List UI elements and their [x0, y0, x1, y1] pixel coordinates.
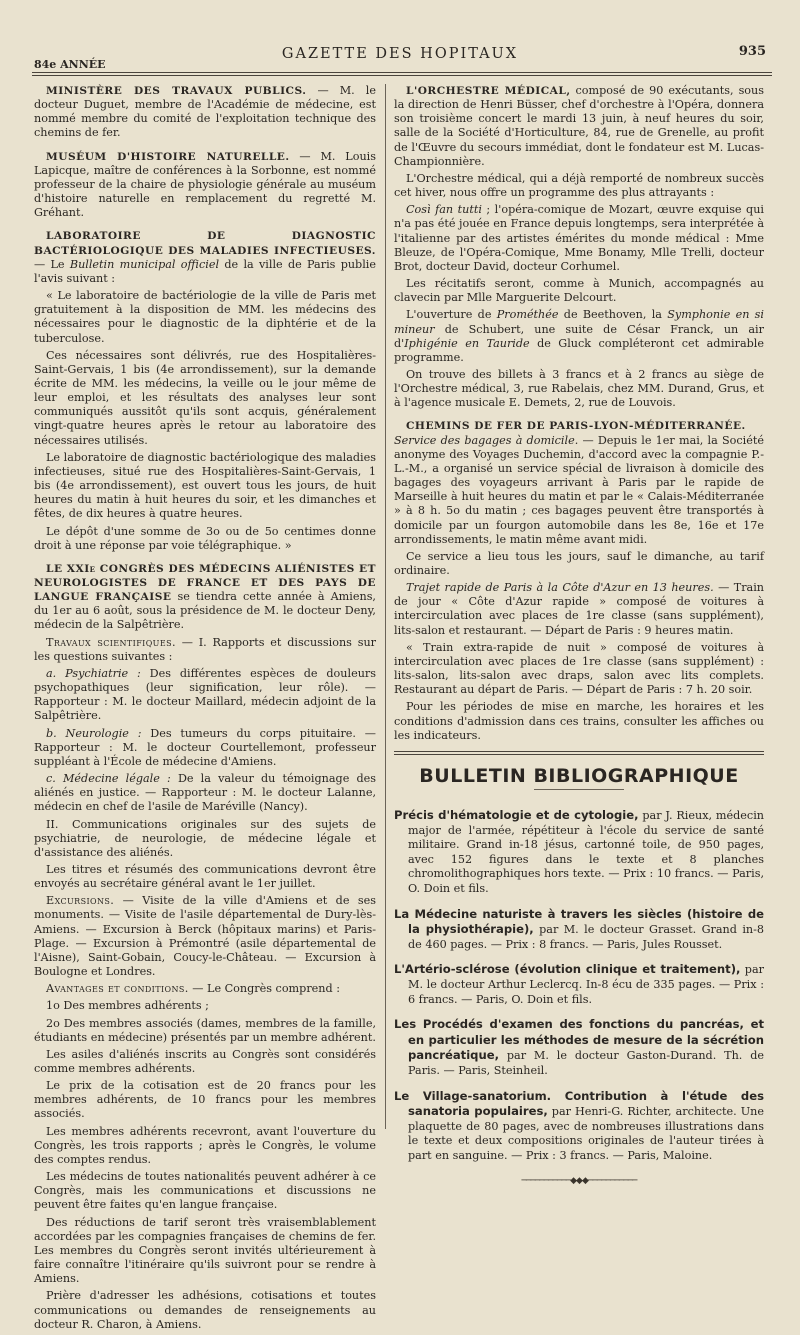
item-text: se tiendra cette année à Amiens, du 1er au 6 août, sous la présidence de M. le docteur Deny, médecin de la Salpêtrière. — [34, 590, 376, 632]
bibliography-entry — [394, 808, 764, 897]
left-column — [34, 84, 376, 1335]
title-underline — [534, 789, 624, 790]
book-details: par M. le docteur Gaston-Durand. Th. de Paris. — Paris, Steinheil. — [408, 1049, 764, 1077]
book-title: L'Artério-sclérose (évolution clinique et traitement), — [394, 962, 741, 977]
paragraph: L'Orchestre médical, qui a déjà remporté de nombreux succès cet hiver, nous offre un programme des plus attrayants : — [394, 171, 764, 200]
work-title: Iphigénie en Tauride — [404, 336, 530, 350]
item-text: Des tumeurs du corps pituitaire. — Rapporteur : M. le docteur Courtellemont, professeur suppléant à l'École de médecine d'Amiens. — [34, 726, 376, 768]
paragraph: 2o Des membres associés (dames, membres de la famille, étudiants en médecine) présentés par un membre adhérent. — [34, 1016, 376, 1044]
paragraph — [34, 727, 376, 769]
paragraph: Les titres et résumés des communications devront être envoyés au secrétaire général avant le 1er juillet. — [34, 862, 376, 891]
paragraph: Ces nécessaires sont délivrés, rue des Hospitalières-Saint-Gervais, 1 bis (4e arrondissement), sur la demande écrite de MM. les médecins, la veille ou le jour même de leur emploi, et les résultats des analyses leur sont communiqués aussitôt qu'ils sont acquis, généralement vingt-quatre heures après le retour au laboratoire des nécessaires utilisés. — [34, 348, 376, 447]
item-text: de Beethoven, la — [558, 308, 668, 322]
item-text: — Le — [34, 257, 70, 271]
item-text: Des différentes espèces de douleurs psychopathiques (leur signification, leur rôle). — Rapporteur : M. le docteur Maillard, médecin adjoint de la Salpêtrière. — [34, 666, 376, 723]
work-title: Prométhée — [496, 308, 559, 322]
opera-title: Così fan tutti — [406, 203, 482, 217]
paragraph: « Le laboratoire de bactériologie de la ville de Paris met gratuitement à la disposition de MM. les médecins des nécessaires pour le diagnostic de la diphtérie et de la tuberculose. — [34, 289, 376, 345]
paragraph — [394, 581, 764, 638]
paragraph — [34, 982, 376, 996]
item-text: — I. Rapports et discussions sur les questions suivantes : — [34, 635, 376, 663]
item-text: de la ville de Paris publie l'avis suivant : — [34, 257, 376, 285]
news-item-orchestre — [394, 84, 764, 169]
book-title: Précis d'hématologie et de cytologie, — [394, 808, 639, 823]
item-text: ; l'opéra-comique de Mozart, œuvre exquise qui n'a pas été jouée en France depuis longtemps, sera interprétée à l'italienne par des artistes émérites du monde médical : Mme Bleuze, de l'Opéra-Comique, Mme Bonamy, Mlle Trelli, docteur Brot, docteur David, docteur Corhumel. — [394, 203, 764, 273]
header-rule — [32, 72, 772, 73]
paragraph: Pour les périodes de mise en marche, les horaires et les conditions d'admission dans ces trains, consulter les affiches ou les indicateurs. — [394, 700, 764, 742]
paragraph — [394, 203, 764, 274]
right-column — [394, 84, 764, 1188]
subheading: Excursions. — [46, 894, 115, 908]
paragraph: 1o Des membres adhérents ; — [46, 999, 209, 1013]
item-text: — Visite de la ville d'Amiens et de ses monuments. — Visite de l'asile départemental de Dury-lès-Amiens. — Excursion à Berck (hôpitaux marins) et Paris-Plage. — Excursion à Prémontré (asile départemental de l'Aisne), Saint-Gobain, Coucy-le-Château. — Excursion à Boulogne et Londres. — [34, 894, 376, 979]
subheading: c. Médecine légale : — [46, 772, 171, 786]
news-item-ministere — [34, 84, 376, 141]
bulletin-bibliographique-title: BULLETIN BIBLIOGRAPHIQUE — [419, 764, 739, 787]
item-text: L'ouverture de — [406, 308, 497, 322]
item-heading: L'ORCHESTRE MÉDICAL, — [406, 85, 571, 97]
paragraph: Les membres adhérents recevront, avant l'ouverture du Congrès, les trois rapports ; après le Congrès, le volume des comptes rendus. — [34, 1124, 376, 1166]
publication-name: Bulletin municipal officiel — [69, 257, 220, 271]
bibliography-entry — [394, 907, 764, 953]
work-title: Symphonie en si mineur — [394, 308, 764, 336]
news-item-laboratoire — [34, 229, 376, 286]
column-divider — [385, 84, 386, 1129]
subheading: Travaux scientifiques. — [46, 635, 176, 649]
section-rule — [394, 751, 764, 755]
book-title: Le Village-sanatorium. Contribution à l'étude des sanatoria populaires, — [394, 1088, 764, 1119]
paragraph: Le laboratoire de diagnostic bactériologique des maladies infectieuses, situé rue des Hospitalières-Saint-Gervais, 1 bis (4e arrondissement), est ouvert tous les jours, de huit heures du matin à huit heures du soir, et les dimanches et fêtes, de dix heures à quatre heures. — [34, 450, 376, 521]
subheading: a. Psychiatrie : — [46, 666, 141, 680]
book-title: La Médecine naturiste à travers les siècles (histoire de la physiothérapie), — [394, 906, 764, 937]
item-text: — Depuis le 1er mai, la Société anonyme des Voyages Duchemin, d'accord avec la compagnie P.-L.-M., a organisé un service spécial de livraison à domicile des bagages des voyageurs arrivant à Paris par le rapide de Marseille à huit heures du matin et par le « Calais-Méditerranée » à 8 h. 5o du matin ; ces bagages peuvent être transportés à domicile par un fourgon automobile dans les 8e, 16e et 17e arrondissements, le matin même avant midi. — [394, 433, 764, 546]
paragraph — [34, 894, 376, 979]
item-text: De la valeur du témoignage des aliénés en justice. — Rapporteur : M. le docteur Lalanne, médecin en chef de l'asile de Maréville (Nancy). — [34, 772, 376, 814]
paragraph — [394, 308, 764, 365]
header-rule-double — [32, 75, 772, 76]
news-item-museum — [34, 150, 376, 221]
page-number: 935 — [738, 44, 766, 59]
paragraph — [34, 772, 376, 814]
year-label: 84e ANNÉE — [34, 58, 106, 71]
item-text: de Gluck compléteront cet admirable programme. — [394, 336, 764, 364]
subheading: Trajet rapide de Paris à la Côte d'Azur en 13 heures. — [406, 581, 714, 595]
paragraph: Les récitatifs seront, comme à Munich, accompagnés au clavecin par Mlle Marguerite Delcourt. — [394, 277, 764, 305]
item-heading: LABORATOIRE DE DIAGNOSTIC BACTÉRIOLOGIQUE DES MALADIES INFECTIEUSES. — [34, 230, 376, 257]
book-details: par M. le docteur Grasset. Grand in-8 de 460 pages. — Prix : 8 francs. — Paris, Jules Rousset. — [408, 923, 765, 951]
paragraph: Le prix de la cotisation est de 20 francs pour les membres adhérents, de 10 francs pour les membres associés. — [34, 1079, 376, 1121]
bibliography-entry — [394, 1089, 764, 1164]
subheading: b. Neurologie : — [46, 726, 142, 740]
item-text: de Schubert, une suite de César Franck, un air d' — [394, 322, 764, 350]
bibliography-entry — [394, 962, 764, 1007]
book-details: par J. Rieux, médecin major de l'armée, répétiteur à l'école du service de santé militaire. Grand in-18 jésus, cartonné toile, de 950 pages, avec 152 figures dans le texte et 8 planches chromolithographiques hors texte. — Prix : 10 francs. — Paris, O. Doin et fils. — [408, 809, 764, 895]
end-ornament-icon: ───────────◆◆◆─────────── — [521, 1175, 637, 1186]
item-text: — M. le docteur Duguet, membre de l'Académie de médecine, est nommé membre du comité de l'exploitation technique des chemins de fer. — [34, 84, 376, 140]
paragraph: Des réductions de tarif seront très vraisemblablement accordées par les compagnies françaises de chemins de fer. Les membres du Congrès seront invités ultérieurement à faire connaître l'itinéraire qu'ils suivront pour se rendre à Amiens. — [34, 1215, 376, 1286]
paragraph — [34, 667, 376, 724]
paragraph — [34, 636, 376, 664]
paragraph: Les médecins de toutes nationalités peuvent adhérer à ce Congrès, mais les communications et discussions ne peuvent être faites qu'en langue française. — [34, 1170, 376, 1212]
subheading: Avantages et conditions. — [46, 982, 189, 996]
bibliography-entry — [394, 1017, 764, 1078]
item-heading: MUSÉUM D'HISTOIRE NATURELLE. — [46, 150, 290, 163]
paragraph: « Train extra-rapide de nuit » composé de voitures à intercirculation avec places de 1re classe (sans supplément) : lits-salon, lits-salon avec draps, salon avec lits complets. Restaurant au départ de Paris. — Départ de Paris : 7 h. 20 soir. — [394, 640, 764, 697]
news-item-plm — [394, 419, 764, 546]
item-text: composé de 90 exécutants, sous la direction de Henri Büsser, chef d'orchestre à l'Opéra, donnera son troisième concert le mardi 13 juin, à neuf heures du soir, salle de la Société d'Horticulture, 84, rue de Grenelle, au profit de l'Œuvre du secours immédiat, dont le fondateur est M. Lucas-Championnière. — [394, 84, 764, 168]
item-text: — Train de jour « Côte d'Azur rapide » composé de voitures à intercirculation avec places de 1re classe (sans supplément), lits-salon et restaurant. — Départ de Paris : 9 heures matin. — [394, 581, 764, 637]
item-heading: MINISTÈRE DES TRAVAUX PUBLICS. — [46, 85, 307, 97]
book-title: Les Procédés d'examen des fonctions du pancréas, et en particulier les méthodes de mesure de la sécrétion pancréatique, — [394, 1017, 764, 1063]
paragraph: Le dépôt d'une somme de 3o ou de 5o centimes donne droit à une réponse par voie télégraphique. » — [34, 524, 376, 552]
paragraph: II. Communications originales sur des sujets de psychiatrie, de neurologie, de médecine légale et d'assistance des aliénés. — [34, 817, 376, 859]
item-heading: CHEMINS DE FER DE PARIS-LYON-MÉDITERRANÉE. — [406, 420, 746, 433]
item-text: — Le Congrès comprend : — [188, 982, 340, 996]
item-text: — M. Louis Lapicque, maître de conférences à la Sorbonne, est nommé professeur de la chaire de physiologie générale au muséum d'histoire naturelle en remplacement du regretté M. Gréhant. — [34, 149, 376, 220]
paragraph: Prière d'adresser les adhésions, cotisations et toutes communications ou demandes de renseignements au docteur R. Charon, à Amiens. — [34, 1289, 376, 1331]
paragraph: Les asiles d'aliénés inscrits au Congrès sont considérés comme membres adhérents. — [34, 1047, 376, 1075]
paragraph: Ce service a lieu tous les jours, sauf le dimanche, au tarif ordinaire. — [394, 549, 764, 577]
news-item-congres — [34, 562, 376, 633]
paragraph: On trouve des billets à 3 francs et à 2 francs au siège de l'Orchestre médical, 3, rue Rabelais, chez MM. Durand, Grus, et à l'agence musicale E. Demets, 2, rue de Louvois. — [394, 367, 764, 410]
masthead-title: GAZETTE DES HOPITAUX — [281, 46, 519, 62]
book-details: par M. le docteur Arthur Leclercq. In-8 écu de 335 pages. — Prix : 6 francs. — Paris, O. Doin et fils. — [408, 963, 764, 1006]
subheading: Service des bagages à domicile. — [394, 433, 579, 447]
item-heading: LE XXIe CONGRÈS DES MÉDECINS ALIÉNISTES ET NEUROLOGISTES DE FRANCE ET DES PAYS DE LANGUE FRANÇAISE — [34, 562, 376, 604]
book-details: par Henri-G. Richter, architecte. Une plaquette de 80 pages, avec de nombreuses illustrations dans le texte et deux compositions originales de l'auteur tirées à part en sanguine. — Prix : 3 francs. — Paris, Maloine. — [408, 1105, 764, 1162]
